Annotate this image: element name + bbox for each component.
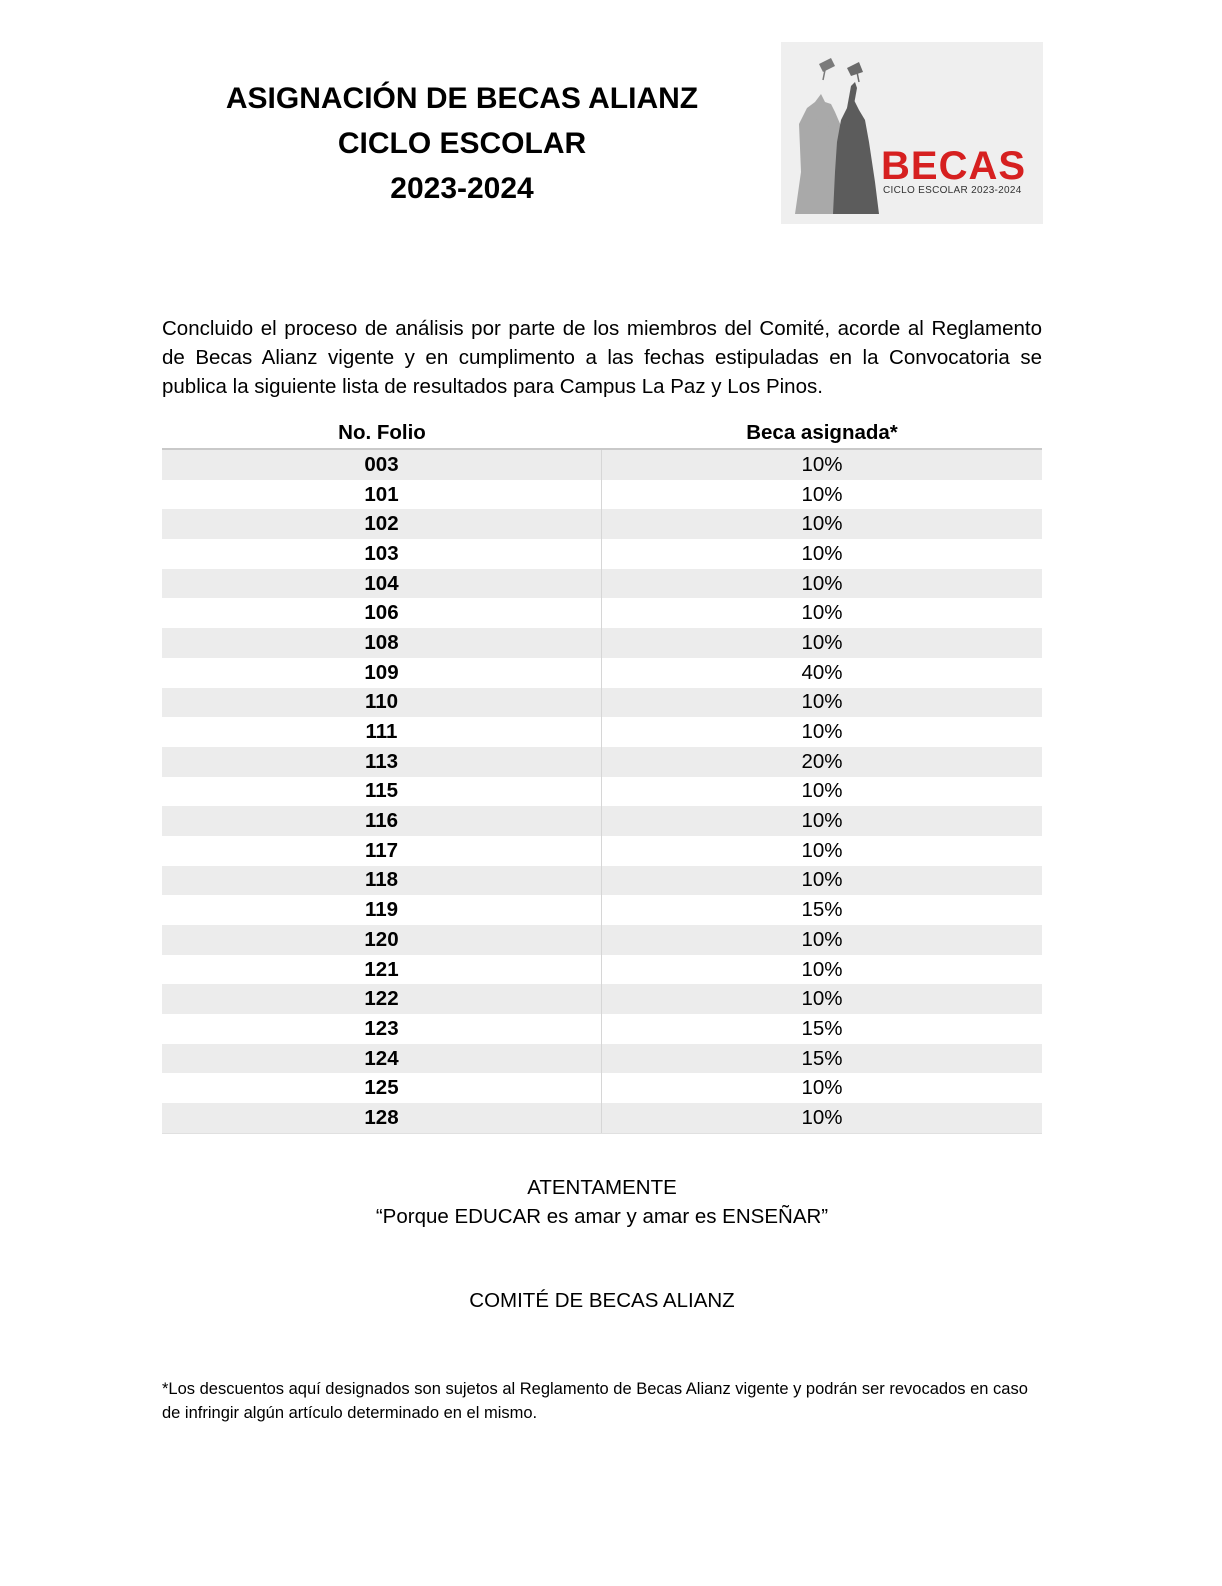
closing-motto: “Porque EDUCAR es amar y amar es ENSEÑAR”: [375, 1205, 829, 1228]
table-row: [162, 688, 1042, 718]
beca-cell: 10%: [801, 957, 843, 981]
document-title: [162, 76, 762, 211]
folio-cell: 109: [162, 658, 602, 688]
table-row: [162, 509, 1042, 539]
table-header: [162, 418, 1042, 450]
logo-subtitle: CICLO ESCOLAR 2023-2024: [883, 185, 1022, 196]
beca-cell: 40%: [801, 660, 843, 684]
folio-cell: 108: [162, 628, 602, 658]
table-row: [162, 925, 1042, 955]
committee-signature: COMITÉ DE BECAS ALIANZ: [469, 1289, 735, 1312]
folio-cell: 113: [162, 747, 602, 777]
beca-cell: 10%: [801, 571, 843, 595]
folio-cell: 106: [162, 598, 602, 628]
beca-cell: 10%: [801, 512, 843, 536]
table-row: [162, 569, 1042, 599]
title-line-3: 2023-2024: [390, 172, 534, 205]
table-row: [162, 984, 1042, 1014]
header-folio: No. Folio: [338, 421, 426, 444]
table-row: [162, 450, 1042, 480]
graduates-silhouette-icon: [781, 42, 1043, 224]
beca-cell: 10%: [801, 690, 843, 714]
folio-cell: 121: [162, 955, 602, 985]
table-row: [162, 777, 1042, 807]
results-table: [162, 418, 1042, 1134]
beca-cell: 10%: [801, 838, 843, 862]
beca-cell: 15%: [801, 1046, 843, 1070]
becas-logo: [781, 42, 1043, 224]
beca-cell: 15%: [801, 1016, 843, 1040]
table-row: [162, 1073, 1042, 1103]
beca-cell: 10%: [801, 541, 843, 565]
folio-cell: 117: [162, 836, 602, 866]
table-row: [162, 806, 1042, 836]
beca-cell: 10%: [801, 927, 843, 951]
folio-cell: 124: [162, 1044, 602, 1074]
table-row: [162, 895, 1042, 925]
folio-cell: 110: [162, 688, 602, 718]
table-row: [162, 866, 1042, 896]
table-row: [162, 955, 1042, 985]
beca-cell: 10%: [801, 1076, 843, 1100]
beca-cell: 10%: [801, 630, 843, 654]
folio-cell: 003: [162, 450, 602, 480]
table-body: [162, 450, 1042, 1134]
table-row: [162, 628, 1042, 658]
folio-cell: 123: [162, 1014, 602, 1044]
folio-cell: 104: [162, 569, 602, 599]
table-row: [162, 717, 1042, 747]
beca-cell: 10%: [801, 1105, 843, 1129]
beca-cell: 10%: [801, 868, 843, 892]
folio-cell: 122: [162, 984, 602, 1014]
table-row: [162, 539, 1042, 569]
footnote: *Los descuentos aquí designados son sujetos al Reglamento de Becas Alianz vigente y podrán ser revocados en caso de infringir algún artículo determinado en el mismo.: [162, 1380, 1028, 1422]
folio-cell: 118: [162, 866, 602, 896]
folio-cell: 125: [162, 1073, 602, 1103]
table-row: [162, 598, 1042, 628]
beca-cell: 10%: [801, 720, 843, 744]
beca-cell: 10%: [801, 779, 843, 803]
logo-wordmark: BECAS: [881, 144, 1027, 188]
beca-cell: 10%: [801, 601, 843, 625]
table-row: [162, 747, 1042, 777]
beca-cell: 15%: [801, 898, 843, 922]
title-line-2: CICLO ESCOLAR: [337, 127, 587, 160]
folio-cell: 101: [162, 480, 602, 510]
closing-salutation: ATENTAMENTE: [527, 1176, 677, 1199]
closing-block: [162, 1173, 1042, 1231]
beca-cell: 20%: [801, 749, 843, 773]
table-row: [162, 1014, 1042, 1044]
folio-cell: 103: [162, 539, 602, 569]
table-row: [162, 658, 1042, 688]
folio-cell: 111: [162, 717, 602, 747]
beca-cell: 10%: [801, 482, 843, 506]
folio-cell: 128: [162, 1103, 602, 1133]
folio-cell: 102: [162, 509, 602, 539]
beca-cell: 10%: [801, 987, 843, 1011]
folio-cell: 115: [162, 777, 602, 807]
table-row: [162, 1044, 1042, 1074]
table-row: [162, 836, 1042, 866]
table-row: [162, 480, 1042, 510]
title-line-1: ASIGNACIÓN DE BECAS ALIANZ: [225, 82, 699, 115]
header-beca: Beca asignada*: [746, 421, 898, 444]
folio-cell: 120: [162, 925, 602, 955]
beca-cell: 10%: [801, 452, 843, 476]
folio-cell: 116: [162, 806, 602, 836]
beca-cell: 10%: [801, 809, 843, 833]
folio-cell: 119: [162, 895, 602, 925]
intro-paragraph: Concluido el proceso de análisis por parte de los miembros del Comité, acorde al Reglamento de Becas Alianz vigente y en cumplimento a las fechas estipuladas en la Convocatoria se publica la siguiente lista de resultados para Campus La Paz y Los Pinos.: [162, 316, 1042, 398]
table-row: [162, 1103, 1042, 1134]
